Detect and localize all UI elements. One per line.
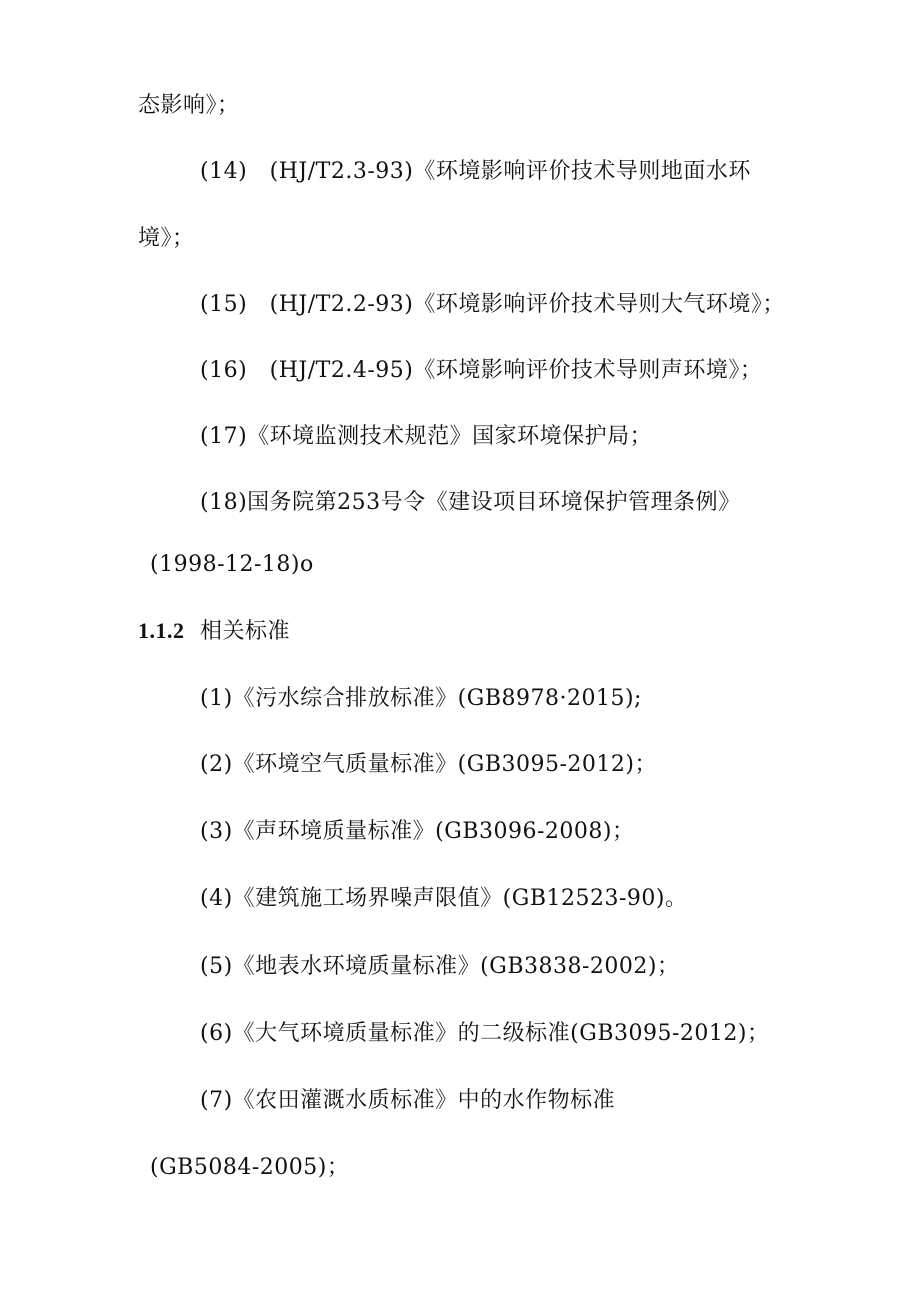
standard-item-3: (3)《声环境质量标准》(GB3096-2008)； [200, 819, 635, 844]
reference-item-18: (18)国务院第253号令《建设项目环境保护管理条例》 [200, 490, 741, 515]
text-line: 境》； [138, 226, 195, 251]
standard-item-5: (5)《地表水环境质量标准》(GB3838-2002)； [200, 954, 680, 979]
standard-item-2: (2)《环境空气质量标准》(GB3095-2012)； [200, 752, 657, 777]
text-line: (1998-12-18)o [150, 552, 314, 577]
text-line: (GB5084-2005)； [150, 1155, 350, 1180]
standard-item-6: (6)《大气环境质量标准》的二级标准(GB3095-2012)； [200, 1021, 770, 1046]
section-heading [138, 617, 290, 646]
section-number: 1.1.2 [138, 618, 185, 643]
standard-item-4: (4)《建筑施工场界噪声限值》(GB12523-90)。 [200, 886, 688, 911]
reference-item-14: (14) (HJ/T2.3-93)《环境影响评价技术导则地面水环 [200, 159, 751, 184]
reference-item-17: (17)《环境监测技术规范》国家环境保护局； [200, 424, 653, 449]
section-title: 相关标准 [200, 619, 291, 644]
reference-item-16: (16) (HJ/T2.4-95)《环境影响评价技术导则声环境》； [200, 358, 763, 383]
standard-item-7: (7)《农田灌溉水质标准》中的水作物标准 [200, 1088, 616, 1113]
standard-item-1: (1)《污水综合排放标准》(GB8978·2015); [200, 686, 642, 711]
reference-item-15: (15) (HJ/T2.2-93)《环境影响评价技术导则大气环境》； [200, 292, 785, 317]
text-line: 态影响》； [138, 93, 240, 118]
